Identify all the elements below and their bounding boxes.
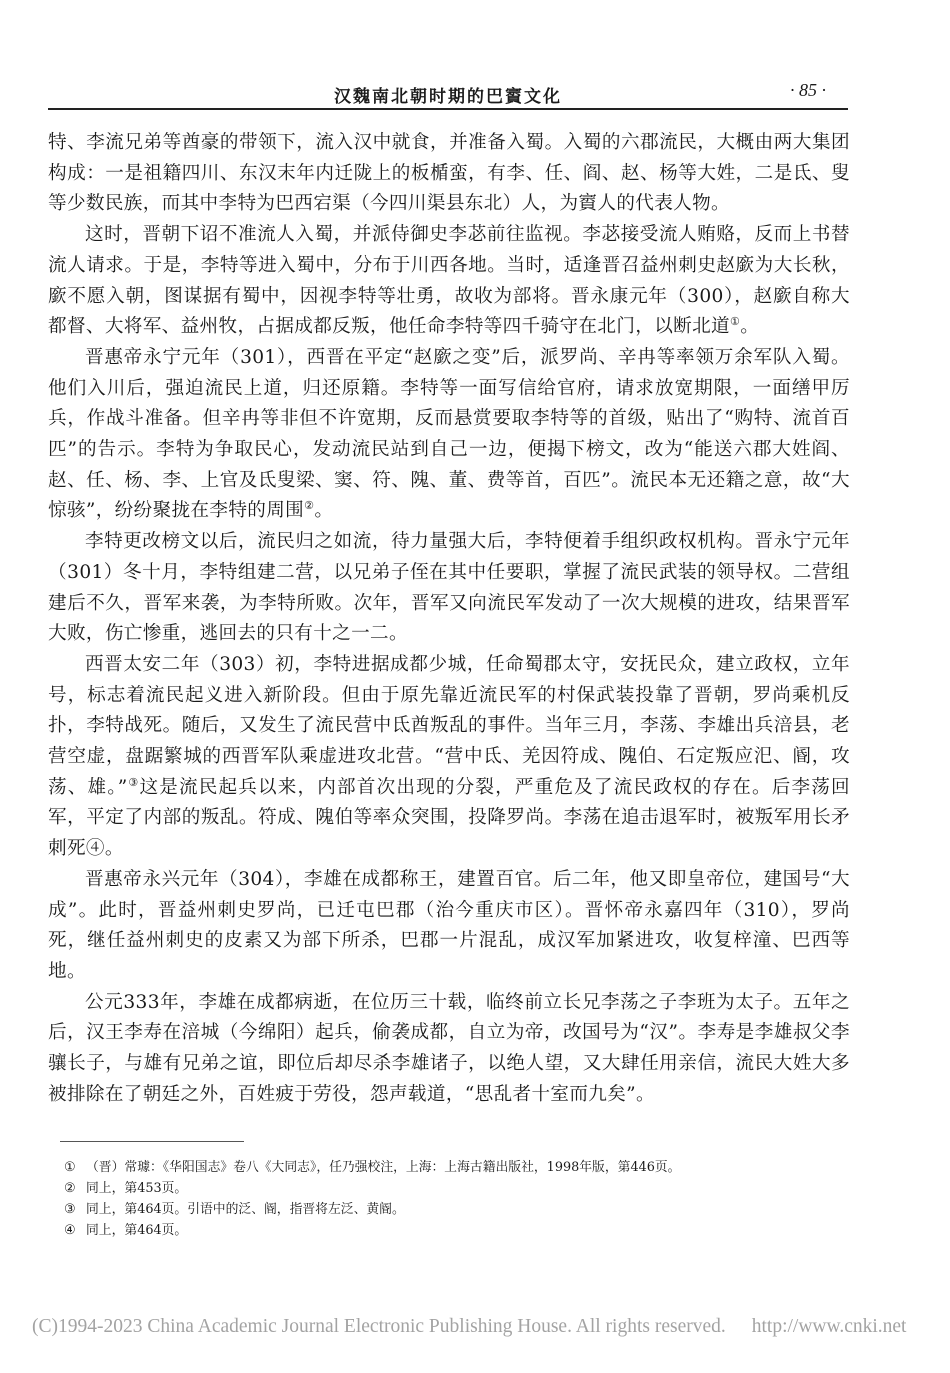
footnote-mark: ③: [64, 1202, 76, 1217]
copyright-text: (C)1994-2023 China Academic Journal Electronic Publishing House. All rights reserved.: [32, 1316, 726, 1337]
footnote-ref-2[interactable]: ②: [304, 499, 315, 513]
running-header-title: 汉魏南北朝时期的巴賨文化: [334, 87, 562, 107]
paragraph-7: 公元333年，李雄在成都病逝，在位历三十载，临终前立长兄李荡之子李班为太子。五年之后，汉王李寿在涪城（今绵阳）起兵，偷袭成都，自立为帝，改国号为“汉”。李寿是李雄叔父李骧长子，与雄有兄弟之谊，即位后却尽杀李雄诸子，以绝人望，又大肆任用亲信，流民大姓大多被排除在了朝廷之外，百姓疲于劳役，怨声载道，“思乱者十室而九矣”。: [48, 991, 850, 1105]
footnote-4: [64, 1220, 844, 1241]
cnki-link[interactable]: http://www.cnki.net: [751, 1316, 907, 1337]
header-rule: [48, 108, 848, 110]
footnote-ref-3[interactable]: ③: [127, 775, 140, 789]
paragraph-6: 晋惠帝永兴元年（304），李雄在成都称王，建置百官。后二年，他又即皇帝位，建国号“大成”。此时，晋益州刺史罗尚，已迁屯巴郡（治今重庆市区）。晋怀帝永嘉四年（310），罗尚死，继任益州刺史的皮素又为部下所杀，巴郡一片混乱，成汉军加紧进攻，收复梓潼、巴西等地。: [48, 868, 850, 982]
footnote-text: （晋）常璩：《华阳国志》卷八《大同志》，任乃强校注，上海：上海古籍出版社，1998年版，第446页。: [86, 1160, 681, 1175]
paragraph-4: 李特更改榜文以后，流民归之如流，待力量强大后，李特便着手组织政权机构。晋永宁元年（301）冬十月，李特组建二营，以兄弟子侄在其中任要职，掌握了流民武装的领导权。二营组建后不久，晋军来袭，为李特所败。次年，晋军又向流民军发动了一次大规模的进攻，结果晋军大败，伤亡惨重，逃回去的只有十之一二。: [48, 531, 850, 645]
footnote-2: [64, 1178, 844, 1199]
footnote-mark: ①: [64, 1160, 76, 1175]
footnote-ref-1[interactable]: ①: [729, 315, 741, 329]
running-header: [48, 80, 848, 108]
paragraph-3: 晋惠帝永宁元年（301），西晋在平定“赵廞之变”后，派罗尚、辛冉等率领万余军队入蜀。他们入川后，强迫流民上道，归还原籍。李特等一面写信给官府，请求放宽期限，一面缮甲厉兵，作战斗准备。但辛冉等非但不许宽期，反而悬赏要取李特等的首级，贴出了“购特、流首百匹”的告示。李特为争取民心，发动流民站到自己一边，便揭下榜文，改为“能送六郡大姓阎、赵、任、杨、李、上官及氐叟梁、窦、符、隗、董、费等首，百匹”。流民本无还籍之意，故“大惊骇”，纷纷聚拢在李特的周围②。: [48, 346, 850, 522]
copyright-footer: [32, 1316, 950, 1338]
footnotes: [64, 1157, 844, 1241]
footnote-mark: ④: [64, 1223, 76, 1238]
body-text: [48, 128, 850, 1111]
footnote-1: [64, 1157, 844, 1178]
paragraph-2: 这时，晋朝下诏不准流人入蜀，并派侍御史李苾前往监视。李苾接受流人贿赂，反而上书替流人请求。于是，李特等进入蜀中，分布于川西各地。当时，适逢晋召益州刺史赵廞为大长秋，廞不愿入朝，图谋据有蜀中，因视李特等壮勇，故收为部将。晋永康元年（300），赵廞自称大都督、大将军、益州牧，占据成都反叛，他任命李特等四千骑守在北门，以断北道①。: [48, 224, 850, 338]
footnote-mark: ②: [64, 1181, 76, 1196]
paragraph-5: 西晋太安二年（303）初，李特进据成都少城，任命蜀郡太守，安抚民众，建立政权，立年号，标志着流民起义进入新阶段。但由于原先靠近流民军的村保武装投靠了晋朝，罗尚乘机反扑，李特战死。随后，又发生了流民营中氐酋叛乱的事件。当年三月，李荡、李雄出兵涪县，老营空虚，盘踞繁城的西晋军队乘虚进攻北营。“营中氐、羌因符成、隗伯、石定叛应汜、阍，攻荡、雄。”③这是流民起兵以来，内部首次出现的分裂，严重危及了流民政权的存在。后李荡回军，平定了内部的叛乱。符成、隗伯等率众突围，投降罗尚。李荡在追击退军时，被叛军用长矛刺死④。: [48, 653, 850, 860]
footnote-text: 同上，第453页。: [86, 1181, 188, 1196]
footnote-text: 同上，第464页。: [86, 1223, 188, 1238]
footnote-text: 同上，第464页。引语中的泛、阍，指晋将左泛、黄阍。: [86, 1202, 405, 1217]
footnote-rule: [60, 1141, 244, 1142]
page-number: · 85 ·: [790, 80, 826, 100]
footnote-3: [64, 1199, 844, 1220]
paragraph-1: 特、李流兄弟等酋豪的带领下，流入汉中就食，并准备入蜀。入蜀的六郡流民，大概由两大集团构成：一是祖籍四川、东汉末年内迁陇上的板楯蛮，有李、任、阎、赵、杨等大姓，二是氐、叟等少数民族，而其中李特为巴西宕渠（今四川渠县东北）人，为賨人的代表人物。: [48, 132, 850, 215]
